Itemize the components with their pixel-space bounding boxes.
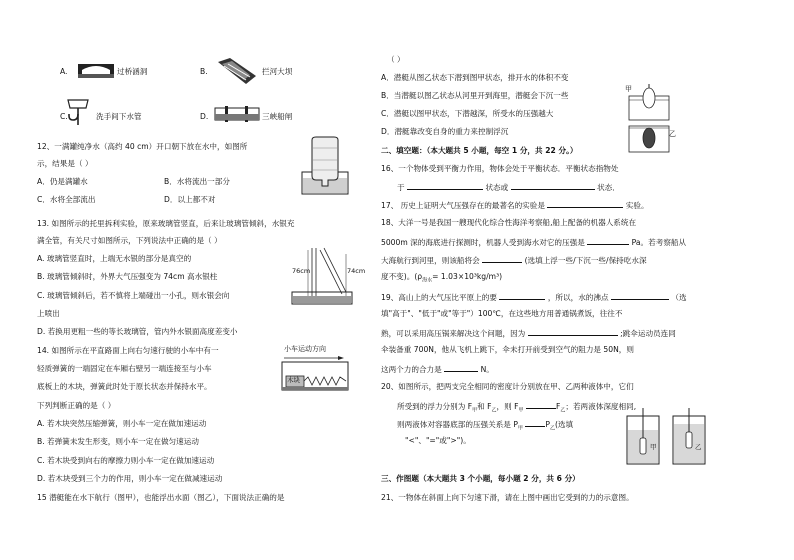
q18-line4-a: 度不变)。(ρ [381,272,423,281]
q19-line3-b: ;跳伞运动员连同 [620,329,676,338]
q15-option-a: A．潜艇从图乙状态下潜到图甲状态，排开水的体积不变 [381,73,569,82]
section-2-heading: 二、填空题：（本大题共 5 小题，每空 1 分，共 22 分。） [381,146,578,155]
q20-line2-b: 甲 [472,407,478,414]
q20-line3-b: 甲 [517,425,523,432]
q20-line2-a: 所受到的浮力分别为 F [397,402,473,411]
q14-line3: 底板上的木块，弹簧此时处于原长状态并保持水平。 [37,382,212,391]
q13-fig-76cm-label: 76cm [292,267,311,275]
option-a-label: 过桥涵洞 [117,67,148,76]
q16-line2-b: 状态或 [485,183,509,192]
q20-line2-h: 乙 [560,407,566,414]
submarine-figure [625,66,675,154]
ship-lock-icon [215,104,259,124]
right-column [381,0,794,560]
q15-line1: 15 潜艇能在水下航行（图甲），也能浮出水面（图乙），下面说法正确的是 [37,493,285,502]
sink-drain-icon [66,98,90,126]
q19-line3-a: 熟，可以采用高压锅来解决这个问题，因为 [381,329,526,338]
q17-blank[interactable] [547,199,623,208]
q19-line1 [381,291,687,302]
q20-line1: 20、如图所示，把两支完全相同的密度计分别放在甲、乙两种液体中，它们 [381,382,634,391]
q20-line3-d: 乙 [549,425,555,432]
q13-line1: 13. 如图所示的托里拆利实验，原来玻璃管竖直，后来让玻璃管倾斜，水银充 [37,219,295,228]
q18-line3-a: 大海航行到河里，则该船将会 [381,256,480,265]
q14-line2: 轻质弹簧的一端固定在车厢右壁另一端连接至与小车 [37,364,212,373]
q13-fig-74cm-label: 74cm [347,267,366,275]
q20-line2 [397,400,636,414]
q13-line2: 满全管，有关尺寸如图所示，下列说法中正确的是（ ） [37,236,222,245]
q13-option-d: D. 若换用更粗一些的等长玻璃管，管内外水银面高度差变小 [37,327,238,336]
q17-text-b: 实验。 [625,201,649,210]
q13-option-a: A. 玻璃管竖直时，上端无水银的部分是真空的 [37,254,192,263]
torricelli-figure [284,244,364,310]
q18-line3-b: (选填上浮一些/下沉一些/保持吃水深 [524,256,647,265]
q21-text: 21、一物体在斜面上向下匀速下滑，请在上图中画出它受到的力的示意图。 [381,493,634,502]
q14-line1: 14. 如图所示在平直路面上向右匀速行驶的小车中有一 [37,346,219,355]
q20-fig-yi-label: 乙 [695,443,702,451]
q20-line3-e: (选填 [554,420,574,429]
q17-text-a: 17、 历史上证明大气压强存在的最著名的实验是 [381,201,545,210]
q20-line2-i: ；若两液体深度相同, [565,402,637,411]
water-jug-figure [300,136,350,198]
q14-option-a: A. 若木块突然压缩弹簧，则小车一定在做加速运动 [37,419,207,428]
q16-line2-c: 状态． [597,183,620,192]
option-b-label: 拦河大坝 [262,67,293,76]
hydrometer-figure [623,404,709,466]
q18-line2-a: 5000m 深的海底进行探测时，机器人受到海水对它的压强是 [381,238,585,247]
q12-option-c: C．水将全部流出 [37,195,96,204]
q16-line2-a: 于 [397,183,405,192]
q20-blank-1[interactable] [526,400,556,409]
q18-blank-2[interactable] [482,254,522,263]
q19-line5 [381,363,494,374]
q19-line1-c: （选 [671,293,687,302]
option-c-letter: C. [60,112,68,121]
q18-line4-sub: 海水 [422,277,433,284]
q19-blank-3[interactable] [528,327,618,336]
q13-option-c1: C. 玻璃管倾斜后，若不慎将上端碰出一小孔，则水银会向 [37,291,230,300]
q20-line2-c: 和 F [477,402,492,411]
option-c-label: 洗手间下水管 [96,112,142,121]
q16-blank-1[interactable] [407,181,483,190]
q13-option-b: B. 玻璃管倾斜时，外界大气压强变为 74cm 高水银柱 [37,272,218,281]
q15-option-c: C．潜艇以图甲状态，下潜越深，所受水的压强越大 [381,109,554,118]
q12-line1: 12、一满罐纯净水（高约 40 cm）开口朝下放在水中，如图所 [37,142,248,151]
q15-option-d: D．潜艇靠改变自身的重力来控制浮沉 [381,127,509,136]
q15-option-b: B．当潜艇以图乙状态从河里开到海里，潜艇会下沉一些 [381,91,569,100]
q18-line3 [381,254,647,265]
q18-line4-b: = 1.03×10³kg/m³) [432,272,503,281]
q20-line2-g: F [555,402,561,411]
q17-line [381,199,649,210]
q14-fig-block-label: 木块 [287,376,300,384]
q14-option-c: C. 若木块受到向右的摩擦力则小车一定在做加速运动 [37,456,215,465]
q13-option-c2: 上喷出 [37,309,60,318]
q18-blank-1[interactable] [587,236,629,245]
q18-line2-b: Pa。若考察船从 [631,238,687,247]
q20-fig-jia-label: 甲 [650,443,657,451]
q19-line3 [381,327,676,338]
q12-option-a: A．仍是满罐水 [37,177,88,186]
q20-line4: "<"、"="或">")。 [405,436,471,445]
q20-line2-f: 甲 [518,407,524,414]
culvert-icon [78,62,114,80]
q19-blank-4[interactable] [444,363,478,372]
q19-line5-a: 这两个力的合力是 [381,365,442,374]
section-3-heading: 三、作图题（本大题共 3 个小题，每小题 2 分，共 6 分） [381,474,580,483]
dam-icon [216,56,258,86]
q14-option-d: D. 若木块受到三个力的作用，则小车一定在做减速运动 [37,474,223,483]
q19-line1-b: ，所以，水的沸点 [547,293,609,302]
q15-fig-jia-label: 甲 [625,85,632,93]
option-b-letter: B. [200,67,208,76]
q16-line2 [397,181,620,192]
q18-line1: 18、大洋一号是我国一艘现代化综合性海洋考察船,船上配备的机器人系统在 [381,218,637,227]
q15-paren: （ ） [387,55,405,64]
q20-blank-2[interactable] [525,418,545,427]
q20-line3-a: 则两液体对容器底部的压强关系是 P [397,420,518,429]
q19-line1-a: 19、高山上的大气压比平原上的要 [381,293,497,302]
q16-line1: 16、一个物体受到平衡力作用，物体会处于平衡状态．平衡状态指物处 [381,164,619,173]
q12-option-d: D．以上都不对 [164,195,216,204]
q15-fig-yi-label: 乙 [669,130,676,138]
q14-line4: 下列判断正确的是（ ） [37,401,116,410]
q19-line2: 填"高于"、"低于"或"等于"）100℃，在这些地方用普通锅煮饭，往往不 [381,309,623,318]
q19-line5-b: N。 [480,365,494,374]
q18-line2 [381,236,686,247]
q12-line2: 示，结果是（ ） [37,159,93,168]
q14-fig-direction-label: 小车运动方向 [284,345,326,353]
q19-blank-2[interactable] [611,291,669,300]
q18-line4 [381,272,502,284]
option-d-label: 三峡船闸 [262,112,293,121]
option-d-letter: D. [200,112,209,121]
q14-option-b: B. 若弹簧未发生形变，则小车一定在做匀速运动 [37,437,199,446]
q20-line2-e: ，则 F [496,402,519,411]
q12-option-b: B．水将流出一部分 [164,177,230,186]
q19-blank-1[interactable] [499,291,545,300]
q20-line3-c: P [545,420,550,429]
option-a-letter: A. [60,67,68,76]
q20-line2-d: 乙 [491,407,497,414]
q19-line4: 伞装备重 700N，他从飞机上跳下，伞未打开前受到空气的阻力是 50N，则 [381,345,634,354]
q20-line3 [397,418,573,432]
q16-blank-2[interactable] [511,181,595,190]
